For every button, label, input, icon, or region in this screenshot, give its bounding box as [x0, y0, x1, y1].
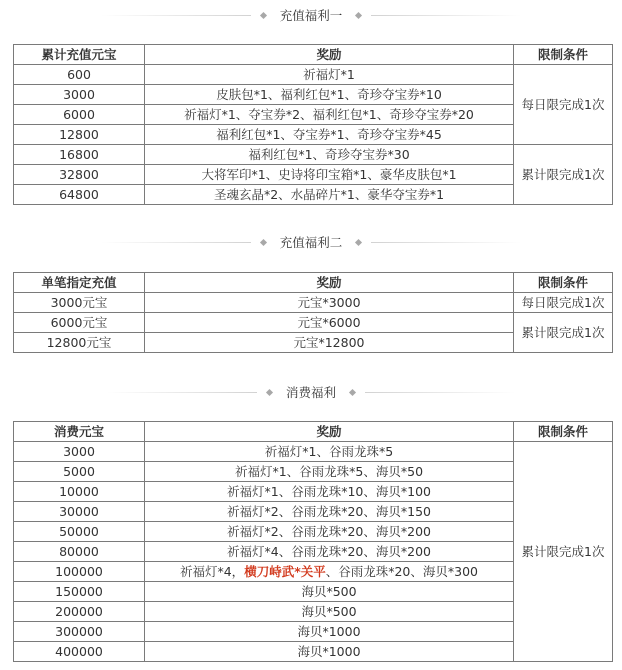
table-row	[14, 313, 613, 333]
column-header: 奖励	[145, 45, 514, 65]
section-title-text: 充值福利一	[279, 8, 343, 23]
reward-cell: 皮肤包*1、福利红包*1、奇珍夺宝券*10	[145, 85, 514, 105]
amount-cell: 3000	[14, 85, 145, 105]
reward-text: 、谷雨龙珠*20、海贝*300	[325, 564, 478, 579]
amount-cell: 100000	[14, 562, 145, 582]
reward-cell: 祈福灯*1、谷雨龙珠*10、海贝*100	[145, 482, 514, 502]
condition-cell: 累计限完成1次	[514, 442, 613, 662]
reward-cell: 圣魂玄晶*2、水晶碎片*1、豪华夺宝券*1	[145, 185, 514, 205]
column-header: 单笔指定充值	[14, 273, 145, 293]
amount-cell: 3000元宝	[14, 293, 145, 313]
section-title-recharge-2	[0, 232, 622, 252]
reward-cell: 福利红包*1、夺宝券*1、奇珍夺宝券*45	[145, 125, 514, 145]
section-title-text: 消费福利	[285, 385, 336, 400]
reward-cell: 海贝*1000	[145, 622, 514, 642]
table-row	[14, 65, 613, 85]
reward-cell: 祈福灯*1	[145, 65, 514, 85]
column-header: 消费元宝	[14, 422, 145, 442]
amount-cell: 16800	[14, 145, 145, 165]
section-title-recharge-1	[0, 5, 622, 25]
reward-cell: 元宝*6000	[145, 313, 514, 333]
amount-cell: 80000	[14, 542, 145, 562]
amount-cell: 3000	[14, 442, 145, 462]
amount-cell: 400000	[14, 642, 145, 662]
reward-cell: 海贝*500	[145, 582, 514, 602]
amount-cell: 32800	[14, 165, 145, 185]
column-header: 奖励	[145, 422, 514, 442]
consumption-table	[13, 421, 613, 662]
title-divider-left	[107, 392, 257, 393]
amount-cell: 64800	[14, 185, 145, 205]
amount-cell: 600	[14, 65, 145, 85]
table-header-row	[14, 45, 613, 65]
reward-cell: 祈福灯*4、谷雨龙珠*20、海贝*200	[145, 542, 514, 562]
amount-cell: 200000	[14, 602, 145, 622]
amount-cell: 150000	[14, 582, 145, 602]
title-divider-right	[371, 15, 521, 16]
title-divider-left	[101, 242, 251, 243]
reward-cell: 祈福灯*2、谷雨龙珠*20、海贝*150	[145, 502, 514, 522]
highlight-reward-text: 横刀峙武*关平	[244, 564, 326, 579]
recharge-2-table	[13, 272, 613, 353]
column-header: 限制条件	[514, 273, 613, 293]
table-header-row	[14, 273, 613, 293]
diamond-icon	[266, 388, 273, 395]
reward-cell: 元宝*3000	[145, 293, 514, 313]
amount-cell: 12800	[14, 125, 145, 145]
column-header: 限制条件	[514, 45, 613, 65]
amount-cell: 12800元宝	[14, 333, 145, 353]
reward-cell: 元宝*12800	[145, 333, 514, 353]
reward-cell: 祈福灯*2、谷雨龙珠*20、海贝*200	[145, 522, 514, 542]
reward-cell: 海贝*1000	[145, 642, 514, 662]
section-title-consumption	[0, 382, 622, 402]
amount-cell: 10000	[14, 482, 145, 502]
amount-cell: 50000	[14, 522, 145, 542]
condition-cell: 累计限完成1次	[514, 145, 613, 205]
reward-cell: 福利红包*1、奇珍夺宝券*30	[145, 145, 514, 165]
amount-cell: 5000	[14, 462, 145, 482]
title-divider-right	[365, 392, 515, 393]
column-header: 累计充值元宝	[14, 45, 145, 65]
column-header: 限制条件	[514, 422, 613, 442]
diamond-icon	[260, 11, 267, 18]
diamond-icon	[355, 238, 362, 245]
amount-cell: 6000	[14, 105, 145, 125]
condition-cell: 每日限完成1次	[514, 65, 613, 145]
condition-cell: 每日限完成1次	[514, 293, 613, 313]
diamond-icon	[355, 11, 362, 18]
title-divider-left	[101, 15, 251, 16]
diamond-icon	[349, 388, 356, 395]
recharge-1-table	[13, 44, 613, 205]
table-row	[14, 145, 613, 165]
reward-cell	[145, 562, 514, 582]
reward-cell: 祈福灯*1、谷雨龙珠*5、海贝*50	[145, 462, 514, 482]
table-row	[14, 442, 613, 462]
amount-cell: 300000	[14, 622, 145, 642]
amount-cell: 6000元宝	[14, 313, 145, 333]
table-header-row	[14, 422, 613, 442]
reward-cell: 大将军印*1、史诗将印宝箱*1、豪华皮肤包*1	[145, 165, 514, 185]
title-divider-right	[371, 242, 521, 243]
table-row	[14, 293, 613, 313]
reward-cell: 祈福灯*1、谷雨龙珠*5	[145, 442, 514, 462]
reward-text: 祈福灯*4，	[179, 564, 245, 579]
reward-cell: 祈福灯*1、夺宝券*2、福利红包*1、奇珍夺宝券*20	[145, 105, 514, 125]
amount-cell: 30000	[14, 502, 145, 522]
condition-cell: 累计限完成1次	[514, 313, 613, 353]
diamond-icon	[260, 238, 267, 245]
reward-cell: 海贝*500	[145, 602, 514, 622]
section-title-text: 充值福利二	[279, 235, 343, 250]
column-header: 奖励	[145, 273, 514, 293]
